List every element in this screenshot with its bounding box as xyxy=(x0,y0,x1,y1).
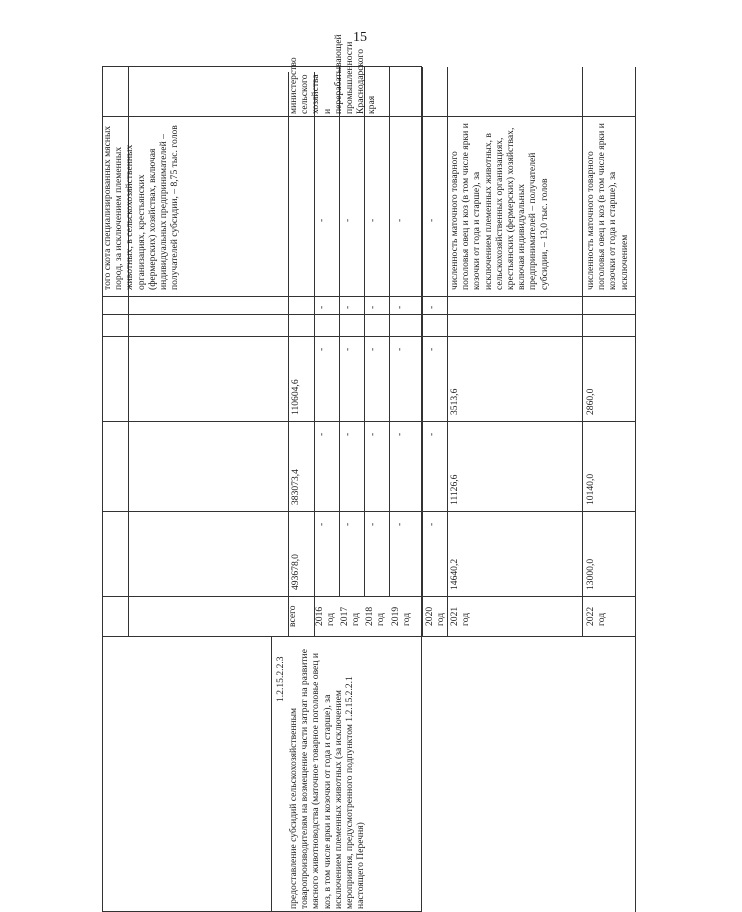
indicator-2021: численность маточного товарного поголовья овец и коз (в том числе ярки и козочки от года и старше), за исключением племенных животных, в сельскохозяйственных организациях, крестьянских (фермерских) хозяйствах, включая индивидуальных предпринимателей – получателей субсидии, – 13,0 тыс. голов xyxy=(449,120,550,290)
value-dash: - xyxy=(316,432,327,436)
value-2022-federal: 2860,0 xyxy=(585,388,596,415)
year-2020: 2020 год xyxy=(424,604,447,626)
value-dash: - xyxy=(316,347,327,351)
row-divider xyxy=(314,72,315,637)
total-value-3: 110604,6 xyxy=(290,379,301,415)
col-divider xyxy=(102,336,422,337)
executor: министерство сельского хозяйства и перерабатывающей промышленности Краснодарского края xyxy=(288,31,378,114)
col-divider xyxy=(422,421,635,422)
indicator-dash: - xyxy=(426,218,437,222)
value-2021-federal: 3513,6 xyxy=(449,388,460,415)
value-dash: - xyxy=(426,347,437,351)
col-divider xyxy=(102,421,422,422)
col-divider xyxy=(102,511,422,512)
year-2022: 2022 год xyxy=(585,604,608,626)
year-2017: 2017 год xyxy=(339,604,362,626)
total-value-2: 383073,4 xyxy=(290,469,301,505)
value-dash: - xyxy=(316,522,327,526)
page-number: 15 xyxy=(353,30,367,45)
section-divider xyxy=(271,637,272,912)
value-dash: - xyxy=(367,432,378,436)
table-border-bottom xyxy=(635,67,636,912)
row-divider xyxy=(582,67,583,637)
year-2019: 2019 год xyxy=(390,604,413,626)
row-code: 1.2.15.2.2.3 xyxy=(275,656,286,702)
row-divider xyxy=(288,72,289,637)
mark-dash: - xyxy=(342,305,353,309)
col-divider xyxy=(422,314,635,315)
row-divider xyxy=(389,67,390,597)
year-2018: 2018 год xyxy=(364,604,387,626)
col-divider xyxy=(102,636,422,637)
row-divider xyxy=(364,67,365,597)
indicator-dash: - xyxy=(394,218,405,222)
mark-dash: - xyxy=(367,305,378,309)
col-divider xyxy=(422,336,635,337)
indicator-text-top: того скота специализированных мясных пород, за исключением племенных животных, в сельскохозяйственных организациях, крестьянских (фермерских) хозяйствах, включая индивидуальных предпринимателей – получателей субсидии, – 8,75 тыс. голов xyxy=(102,123,181,290)
total-value-1: 493678,0 xyxy=(290,554,301,590)
rotated-table xyxy=(102,31,422,912)
row-divider xyxy=(447,67,448,637)
year-2016: 2016 год xyxy=(314,604,337,626)
mark-dash: - xyxy=(394,305,405,309)
value-dash: - xyxy=(426,522,437,526)
value-dash: - xyxy=(367,522,378,526)
value-dash: - xyxy=(394,432,405,436)
value-dash: - xyxy=(342,432,353,436)
row-description: предоставление субсидий сельскохозяйственным товаропроизводителям на возмещение части затрат на развитие мясного животноводства (маточное товарное поголовье овец и коз, в том числе ярки и козочки от года и старше), за исключением племенных животных (за исключением мероприятия, предусмотренного подпунктом 1.2.15.2.2.1 настоящего Перечня) xyxy=(288,646,367,909)
year-2021: 2021 год xyxy=(449,604,472,626)
value-dash: - xyxy=(426,432,437,436)
value-dash: - xyxy=(394,347,405,351)
value-2021-regional: 11126,6 xyxy=(449,474,460,505)
total-label: всего xyxy=(287,605,298,627)
value-dash: - xyxy=(394,522,405,526)
row-divider xyxy=(422,67,423,637)
value-2022-regional: 10140,0 xyxy=(585,473,596,505)
rotated-table-continued xyxy=(422,67,742,912)
value-2021-total: 14640,2 xyxy=(449,558,460,590)
indicator-dash: - xyxy=(316,218,327,222)
col-divider xyxy=(422,636,635,637)
col-divider xyxy=(422,511,635,512)
row-divider xyxy=(339,67,340,597)
value-dash: - xyxy=(367,347,378,351)
col-divider xyxy=(422,296,635,297)
value-2022-total: 13000,0 xyxy=(585,558,596,590)
value-dash: - xyxy=(342,347,353,351)
value-dash: - xyxy=(342,522,353,526)
indicator-dash: - xyxy=(342,218,353,222)
mark-dash: - xyxy=(426,305,437,309)
col-divider xyxy=(102,296,422,297)
mark-dash: - xyxy=(316,305,327,309)
indicator-dash: - xyxy=(367,218,378,222)
col-divider xyxy=(102,314,422,315)
indicator-2022: численность маточного товарного поголовья овец и коз (в том числе ярки и козочки от года и старше), за исключением xyxy=(585,120,630,290)
col-divider xyxy=(102,116,422,117)
col-divider xyxy=(422,116,635,117)
